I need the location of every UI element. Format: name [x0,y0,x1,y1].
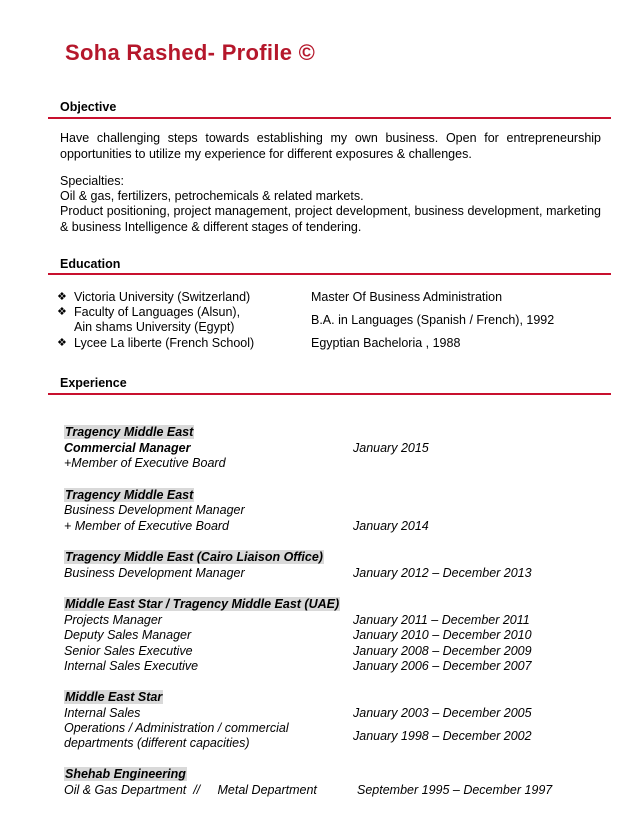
section-divider [48,393,611,395]
job-date: January 2011 – December 2011 [353,613,530,627]
education-institution: Lycee La liberte (French School) [74,336,255,350]
education-institution-line-2: Ain shams University (Egypt) [74,320,235,334]
objective-text: Have challenging steps towards establishing my own business. Open for entrepreneurship opportunities to utilize my experience for different exposures & challenges. [60,131,601,161]
job-title: Projects Manager [64,613,162,627]
job-title: Business Development Manager [64,566,245,580]
diamond-bullet-icon: ❖ [57,291,67,303]
job-title: Internal Sales Executive [64,659,199,673]
company-highlight: Shehab Engineering [65,767,186,781]
job-date: January 2015 [353,441,429,455]
company-name [64,488,194,504]
section-divider [48,117,611,119]
company-name [64,425,194,441]
education-degree: Egyptian Bacheloria , 1988 [311,336,461,350]
job-date: January 2014 [353,519,429,533]
job-title: Oil & Gas Department // Metal Department [64,783,317,797]
job-title-line-2: departments (different capacities) [64,736,250,750]
education-institution: Faculty of Languages (Alsun), [74,305,241,319]
company-highlight: Middle East Star [65,690,163,704]
specialties-line: Product positioning, project management, project development, business development, marketing & business Intelligence & different stages of tendering. [60,204,601,234]
diamond-bullet-icon: ❖ [57,337,67,349]
job-title: Internal Sales [64,706,141,720]
education-heading: Education [60,257,121,271]
profile-title: Soha Rashed- Profile © [65,40,316,65]
job-date: January 2010 – December 2010 [353,628,532,642]
job-date: January 1998 – December 2002 [353,729,532,743]
job-date: January 2008 – December 2009 [353,644,532,658]
company-name [64,597,340,613]
job-title: +Member of Executive Board [64,456,226,470]
job-date: January 2003 – December 2005 [353,706,532,720]
company-highlight: Middle East Star / Tragency Middle East (UAE) [65,597,340,611]
job-date: January 2006 – December 2007 [353,659,532,673]
objective-heading: Objective [60,100,117,114]
section-divider [48,273,611,275]
job-title: Operations / Administration / commercial [64,721,289,735]
experience-heading: Experience [60,376,127,390]
job-title: Commercial Manager [64,441,191,455]
job-title: Senior Sales Executive [64,644,193,658]
company-name [64,767,187,783]
education-degree: B.A. in Languages (Spanish / French), 1992 [311,313,555,327]
job-title: Business Development Manager [64,503,245,517]
company-name [64,550,324,566]
job-title: + Member of Executive Board [64,519,230,533]
job-date: January 2012 – December 2013 [353,566,532,580]
company-name [64,690,163,706]
job-date: September 1995 – December 1997 [357,783,553,797]
company-highlight: Tragency Middle East [65,488,194,502]
specialties-label: Specialties: [60,174,124,188]
job-title: Deputy Sales Manager [64,628,192,642]
diamond-bullet-icon: ❖ [57,306,67,318]
specialties-line: Oil & gas, fertilizers, petrochemicals & related markets. [60,189,364,203]
education-institution: Victoria University (Switzerland) [74,290,251,304]
education-degree: Master Of Business Administration [311,290,503,304]
company-highlight: Tragency Middle East (Cairo Liaison Office) [65,550,323,564]
company-highlight: Tragency Middle East [65,425,194,439]
